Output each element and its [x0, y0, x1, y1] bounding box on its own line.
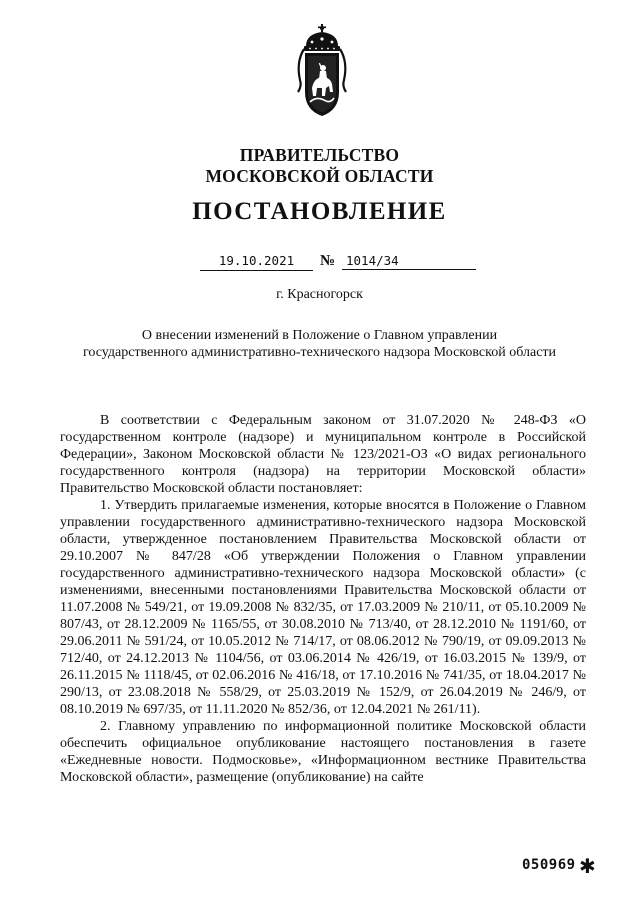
subject-line2: государственного административно-технического надзора Московской области [82, 345, 557, 360]
document-number: 1014/34 [342, 252, 476, 270]
body-paragraph-item-1: 1. Утвердить прилагаемые изменения, которые вносятся в Положение о Главном управлении государственного административно-технического надзора Московской области, утвержденное постановлением Правительства Московской области от 29.10.2007 № 847/28 «Об утверждении Положения о Главном управлении государственного административно-технического надзора Московской области» (с изменениями, внесенными постановлениями Правительства Московской области от 11.07.2008 № 549/21, от 19.09.2008 № 832/35, от 17.03.2009 № 210/11, от 05.10.2009 № 807/43, от 28.12.2009 № 1165/55, от 30.08.2010 № 713/40, от 28.12.2010 № 1191/60, от 29.06.2011 № 591/24, от 10.05.2012 № 714/17, от 08.06.2012 № 790/19, от 09.09.2013 № 712/40, от 24.12.2013 № 1104/56, от 03.06.2014 № 426/19, от 16.03.2015 № 139/9, от 26.11.2015 № 1118/45, от 02.06.2016 № 416/18, от 17.10.2016 № 741/35, от 18.04.2017 № 290/13, от 23.08.2018 № 558/29, от 25.03.2019 № 152/9, от 26.04.2019 № 246/9, от 08.10.2019 № 697/35, от 11.11.2020 № 852/36, от 12.04.2021 № 261/11). [60, 498, 586, 717]
body-paragraph-item-2: 2. Главному управлению по информационной политике Московской области обеспечить официальное опубликование настоящего постановления в газете «Ежедневные новости. Подмосковье», «Информационном вестнике Правительства Московской области», размещение (опубликование) на сайте [60, 719, 586, 785]
serial-number: 050969 [522, 857, 576, 873]
city-line: г. Красногорск [276, 287, 363, 302]
asterisk-mark-icon: ✱ [579, 854, 596, 878]
coat-of-arms-emblem-icon [292, 22, 352, 122]
document-type-title: ПОСТАНОВЛЕНИЕ [192, 198, 447, 225]
number-sign: № [320, 253, 336, 269]
document-date: 19.10.2021 [200, 252, 313, 271]
org-title-line2: МОСКОВСКОЙ ОБЛАСТИ [205, 166, 434, 186]
body-paragraph-preamble: В соответствии с Федеральным законом от 31.07.2020 № 248-ФЗ «О государственном контроле (надзоре) и муниципальном контроле в Российской Федерации», Законом Московской области № 123/2021-ОЗ «О видах регионального государственного контроля (надзора) на территории Московской области» Правительство Московской области постановляет: [60, 413, 586, 496]
subject-line1: О внесении изменений в Положение о Главном управлении [141, 328, 498, 343]
date-number-line [200, 252, 476, 274]
org-title-line1: ПРАВИТЕЛЬСТВО [239, 145, 400, 165]
document-body [60, 412, 586, 786]
document-subject [40, 327, 599, 361]
